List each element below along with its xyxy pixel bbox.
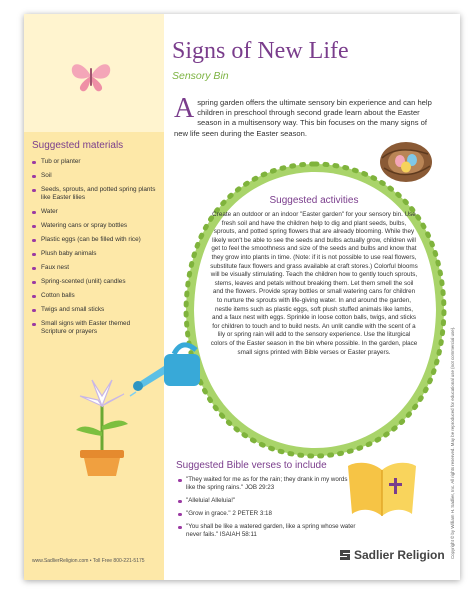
page-subtitle: Sensory Bin (172, 70, 229, 82)
list-item: "Alleluia! Alleluia!" (178, 497, 358, 505)
list-item: Tub or planter (32, 158, 156, 166)
list-item: Plush baby animals (32, 250, 156, 258)
list-item: "You shall be like a watered garden, like a spring whose water never fails." ISAIAH 58:11 (178, 523, 358, 539)
intro-text: spring garden offers the ultimate sensory bin experience and can help children in preschool through second grade learn about the Easter season in a multisensory way. This bin focuses on the many signs of new life seen during the Easter season. (174, 98, 432, 138)
list-item: Watering cans or spray bottles (32, 222, 156, 230)
activities-heading: Suggested activities (269, 195, 359, 206)
copyright-notice (448, 144, 458, 564)
list-item: Soil (32, 172, 156, 180)
copyright-text: Copyright © by William H. Sadlier, Inc. All rights reserved. May be reproduced for educational use (not commercial use). (450, 326, 455, 559)
list-item: Faux nest (32, 264, 156, 272)
list-item: Plastic eggs (can be filled with rice) (32, 236, 156, 244)
verses-list (178, 476, 358, 544)
list-item: Twigs and small sticks (32, 306, 156, 314)
list-item: "They waited for me as for the rain; they drank in my words like the spring rains." JOB 29:23 (178, 476, 358, 492)
list-item: Water (32, 208, 156, 216)
sadlier-logo-icon (338, 548, 352, 562)
footer-contact: www.SadlierReligion.com • Toll Free 800-221-5175 (32, 558, 145, 564)
list-item: Spring-scented (unlit) candles (32, 278, 156, 286)
activities-paragraph: Create an outdoor or an indoor "Easter garden" for your sensory bin. Use fresh soil and have the children help to dig and plant seeds, bulbs, sprouts, and potted spring flowers that are already blooming. While they likely won't be able to see the seeds and bulbs actually grow, children will get to feel the smoothness and size of the seeds and bulbs and know that they grow into plants in time. (Note: if it is not possible to use real flowers, substitute faux flowers and grass available at craft stores.) Colorful blooms will be visually stimulating. Teach the children how to gently touch sprouts, stems, leaves and petals without breaking them. Let them smell the soil and the flowers. Provide spray bottles or small watering cans for children to nurture the sprouts with life-giving water. In and around the garden, nestle items such as plastic eggs, soft plush stuffed animals like lambs, and a faux nest with eggs. Sprinkle in loose cotton balls, twigs, and sticks for children to touch and to build nests. An unlit candle with the scent of a lily or spring rain will add to the sensory experience. Use the liturgical colors of the Easter season in the bin where possible. In the garden, place small signs printed with Bible verses or Easter prayers. (210, 211, 418, 356)
watering-can-icon (134, 336, 212, 396)
lily-pot-icon (62, 366, 142, 476)
list-item: Cotton balls (32, 292, 156, 300)
list-item: Small signs with Easter themed Scripture or prayers (32, 320, 156, 336)
intro-dropcap: A (174, 93, 195, 124)
materials-list (32, 158, 156, 342)
list-item: "Grow in grace." 2 PETER 3:18 (178, 510, 358, 518)
activity-sheet (24, 14, 460, 580)
intro-paragraph (174, 93, 434, 139)
bible-icon (344, 456, 420, 520)
butterfly-icon (68, 58, 114, 94)
list-item: Seeds, sprouts, and potted spring plants like Easter lilies (32, 186, 156, 202)
page-title: Signs of New Life (172, 38, 349, 64)
materials-heading: Suggested materials (32, 140, 124, 151)
verses-heading: Suggested Bible verses to include (176, 460, 327, 471)
brand-name: Sadlier Religion (354, 548, 445, 562)
